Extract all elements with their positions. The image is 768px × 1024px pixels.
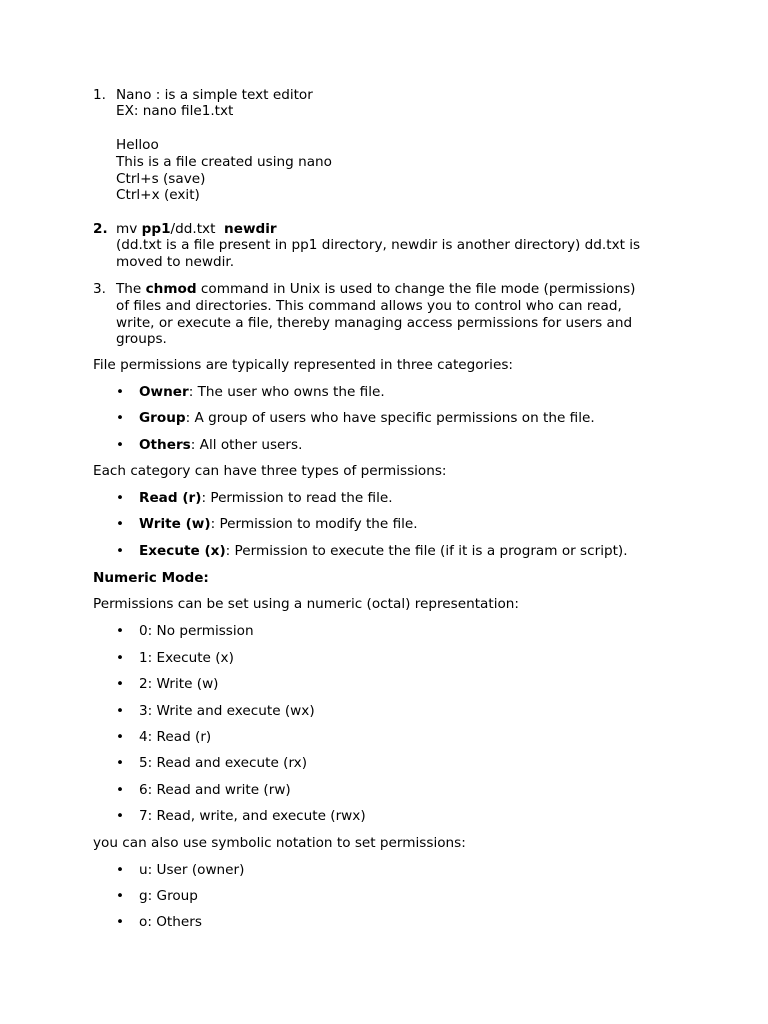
- command-prefix: mv: [116, 221, 142, 237]
- example-line: Ctrl+x (exit): [116, 187, 200, 203]
- bullet-text: 2: Write (w): [139, 676, 219, 692]
- bullet-icon: •: [116, 703, 125, 719]
- description: : All other users.: [190, 437, 303, 453]
- list-line: (dd.txt is a file present in pp1 directory, newdir is another directory) dd.txt is: [116, 237, 641, 253]
- bullet-icon: •: [116, 384, 125, 400]
- term: Group: [139, 410, 186, 426]
- bullet-icon: •: [116, 516, 125, 532]
- bullet-icon: •: [116, 676, 125, 692]
- symbolic-intro: you can also use symbolic notation to set permissions:: [93, 835, 466, 851]
- term: Owner: [139, 384, 189, 400]
- list-line: [116, 281, 635, 298]
- description: : A group of users who have specific permissions on the file.: [185, 410, 595, 426]
- command-dir: pp1: [141, 221, 171, 237]
- list-line: write, or execute a file, thereby managing access permissions for users and: [116, 315, 633, 331]
- bullet-icon: •: [116, 888, 125, 904]
- bullet-icon: •: [116, 490, 125, 506]
- categories-intro: File permissions are typically represented in three categories:: [93, 357, 513, 373]
- term: Execute (x): [139, 543, 226, 559]
- list-line: Nano : is a simple text editor: [116, 87, 313, 103]
- bullet-text: 3: Write and execute (wx): [139, 703, 315, 719]
- list-number: 2.: [93, 221, 108, 237]
- command-line: [116, 221, 277, 238]
- term: Read (r): [139, 490, 202, 506]
- bullet-icon: •: [116, 755, 125, 771]
- list-line: groups.: [116, 331, 167, 347]
- command-file: /dd.txt: [170, 221, 225, 237]
- bullet-icon: •: [116, 410, 125, 426]
- bullet-text: u: User (owner): [139, 862, 245, 878]
- list-line: moved to newdir.: [116, 254, 235, 270]
- numeric-mode-heading: Numeric Mode:: [93, 570, 209, 586]
- bullet-text: 7: Read, write, and execute (rwx): [139, 808, 366, 824]
- text-run: The: [116, 281, 146, 297]
- bullet-icon: •: [116, 729, 125, 745]
- example-line: Ctrl+s (save): [116, 171, 206, 187]
- description: : Permission to read the file.: [201, 490, 393, 506]
- description: : Permission to execute the file (if it is a program or script).: [225, 543, 628, 559]
- bullet-icon: •: [116, 650, 125, 666]
- numeric-intro: Permissions can be set using a numeric (octal) representation:: [93, 596, 519, 612]
- bullet-text: 0: No permission: [139, 623, 254, 639]
- command-name: chmod: [145, 281, 197, 297]
- bullet-text: 4: Read (r): [139, 729, 212, 745]
- bullet-text: 6: Read and write (rw): [139, 782, 291, 798]
- text-run: command in Unix is used to change the file mode (permissions): [196, 281, 636, 297]
- command-target: newdir: [224, 221, 277, 237]
- bullet-icon: •: [116, 623, 125, 639]
- bullet-icon: •: [116, 862, 125, 878]
- term: Others: [139, 437, 191, 453]
- list-line: EX: nano file1.txt: [116, 103, 234, 119]
- description: : Permission to modify the file.: [210, 516, 418, 532]
- bullet-text: o: Others: [139, 914, 202, 930]
- list-number: 3.: [93, 281, 106, 297]
- types-intro: Each category can have three types of permissions:: [93, 463, 447, 479]
- bullet-text: g: Group: [139, 888, 198, 904]
- bullet-text: 5: Read and execute (rx): [139, 755, 308, 771]
- bullet-icon: •: [116, 914, 125, 930]
- example-line: Helloo: [116, 137, 159, 153]
- bullet-icon: •: [116, 782, 125, 798]
- list-number: 1.: [93, 87, 106, 103]
- term: Write (w): [139, 516, 211, 532]
- list-line: of files and directories. This command allows you to control who can read,: [116, 298, 622, 314]
- bullet-icon: •: [116, 437, 125, 453]
- description: : The user who owns the file.: [188, 384, 385, 400]
- bullet-icon: •: [116, 543, 125, 559]
- example-line: This is a file created using nano: [116, 154, 332, 170]
- bullet-text: 1: Execute (x): [139, 650, 234, 666]
- bullet-icon: •: [116, 808, 125, 824]
